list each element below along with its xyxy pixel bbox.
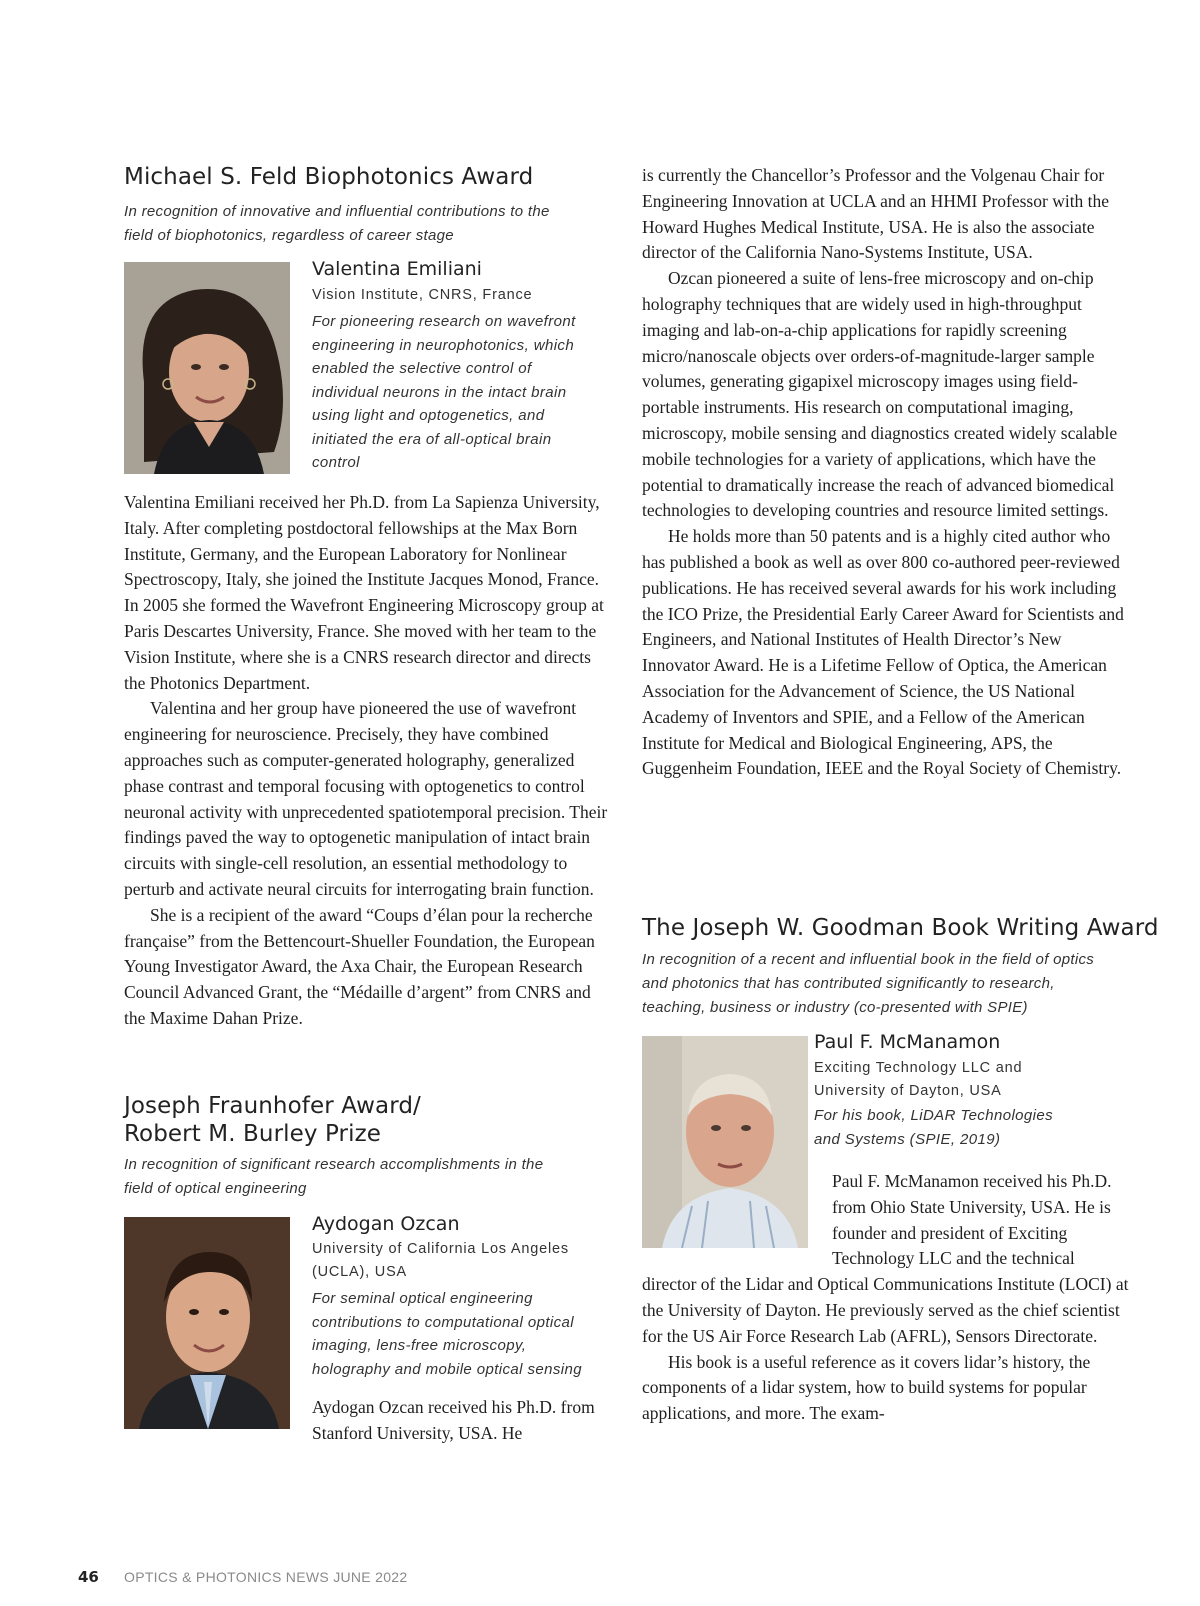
valentina-emiliani-photo (124, 262, 290, 474)
award1-bio-paragraph: She is a recipient of the award “Coups d’élan pour la recherche française” from the Bettencourt-Shueller Foundation, the European Young Investigator Award, the Axa Chair, the European Research Council Advanced Grant, the “Médaille d’argent” from CNRS and the Maxime Dahan Prize. (124, 904, 595, 1028)
magazine-footer: OPTICS & PHOTONICS NEWS JUNE 2022 (124, 1569, 408, 1585)
award3-subtitle: In recognition of a recent and influential book in the field of optics and photonics that has contributed significantly to research, teaching, business or industry (co-presented with SPIE) (642, 951, 1095, 1016)
award2-title-line2: Robert M. Burley Prize (124, 1121, 382, 1147)
award3-bio-paragraph: His book is a useful reference as it covers lidar’s history, the components of a lidar system, how to build systems for popular applications, and more. The exam- (642, 1351, 1091, 1424)
award2-subtitle: In recognition of significant research accomplishments in the field of optical engineering (124, 1156, 544, 1197)
award2-bio-start (312, 1395, 602, 1447)
page-number: 46 (78, 1568, 99, 1586)
award2-bio-paragraph: is currently the Chancellor’s Professor and the Volgenau Chair for Engineering Innovation at UCLA and an HHMI Professor with the Howard Hughes Medical Institute, USA. He is also the associate director of the California Nano-Systems Institute, USA. (642, 165, 1110, 263)
award3-bio-paragraph: Paul F. McManamon received his Ph.D. from Ohio State University, USA. He is founder and president of Exciting Technology LLC and the technical director of the Lidar and Optical Communications Institute (LOCI) at the University of Dayton. He previously served as the chief scientist for the US Air Force Research Lab (AFRL), Sensors Directorate. (642, 1171, 1129, 1346)
award2-affiliation: University of California Los Angeles (UCLA), USA (312, 1241, 569, 1280)
award2-bio-continued (642, 163, 1130, 782)
award1-bio-paragraph: Valentina Emiliani received her Ph.D. from La Sapienza University, Italy. After completing postdoctoral fellowships at the Max Born Institute, Germany, and the European Laboratory for Nonlinear Spectroscopy, Italy, she joined the Institute Jacques Monod, France. In 2005 she formed the Wavefront Engineering Microscopy group at Paris Descartes University, France. She moved with her team to the Vision Institute, where she is a CNRS research director and directs the Photonics Department. (124, 492, 604, 693)
award3-citation: For his book, LiDAR Technologies and Systems (SPIE, 2019) (814, 1107, 1054, 1148)
award3-bio (642, 1169, 1130, 1427)
award3-recipient-name: Paul F. McManamon (814, 1031, 1001, 1053)
award2-bio-paragraph: Aydogan Ozcan received his Ph.D. from Stanford University, USA. He (312, 1397, 595, 1443)
award1-title: Michael S. Feld Biophotonics Award (124, 164, 534, 190)
award1-affiliation: Vision Institute, CNRS, France (312, 287, 533, 303)
award1-subtitle: In recognition of innovative and influential contributions to the field of biophotonics, regardless of career stage (124, 203, 550, 244)
award3-title: The Joseph W. Goodman Book Writing Award (642, 915, 1159, 941)
photo-wrap-spacer (642, 1169, 832, 1271)
award2-title-line1: Joseph Fraunhofer Award/ (124, 1093, 421, 1119)
aydogan-ozcan-photo (124, 1217, 290, 1429)
award1-bio (124, 490, 614, 1032)
award1-citation: For pioneering research on wavefront engineering in neurophotonics, which enabled the selective control of individual neurons in the intact brain using light and optogenetics, and initiated the era of all-optical brain control (312, 313, 576, 471)
award1-bio-paragraph: Valentina and her group have pioneered the use of wavefront engineering for neuroscience. Precisely, they have combined approaches such as computer-generated holography, generalized phase contrast and temporal focusing with optogenetics to control neuronal activity with unprecedented spatiotemporal precision. Their findings paved the way to optogenetic manipulation of intact brain circuits with single-cell resolution, an essential methodology to perturb and activate neural circuits for interrogating brain function. (124, 698, 608, 899)
award2-recipient-name: Aydogan Ozcan (312, 1213, 460, 1235)
award2-citation: For seminal optical engineering contributions to computational optical imaging, lens-free microscopy, holography and mobile optical sensing (312, 1290, 582, 1378)
award3-affiliation: Exciting Technology LLC and University of Dayton, USA (814, 1060, 1023, 1099)
award2-bio-paragraph: He holds more than 50 patents and is a highly cited author who has published a book as well as over 800 co-authored peer-reviewed publications. He has received several awards for his work including the ICO Prize, the Presidential Early Career Award for Scientists and Engineers, and National Institutes of Health Director’s New Innovator Award. He is a Lifetime Fellow of Optica, the American Association for the Advancement of Science, the US National Academy of Inventors and SPIE, and a Fellow of the American Institute for Medical and Biological Engineering, APS, the Guggenheim Foundation, IEEE and the Royal Society of Chemistry. (642, 526, 1124, 779)
award1-recipient-name: Valentina Emiliani (312, 258, 482, 280)
award2-bio-paragraph: Ozcan pioneered a suite of lens-free microscopy and on-chip holography techniques that are widely used in high-throughput imaging and lab-on-a-chip applications for rapidly screening micro/nanoscale objects over orders-of-magnitude-larger sample volumes, generating gigapixel microscopy images using field-portable instruments. His research on computational imaging, microscopy, mobile sensing and diagnostics created widely scalable mobile technologies for a variety of applications, which have the potential to dramatically increase the reach of advanced biomedical technologies to developing countries and resource limited settings. (642, 268, 1118, 521)
